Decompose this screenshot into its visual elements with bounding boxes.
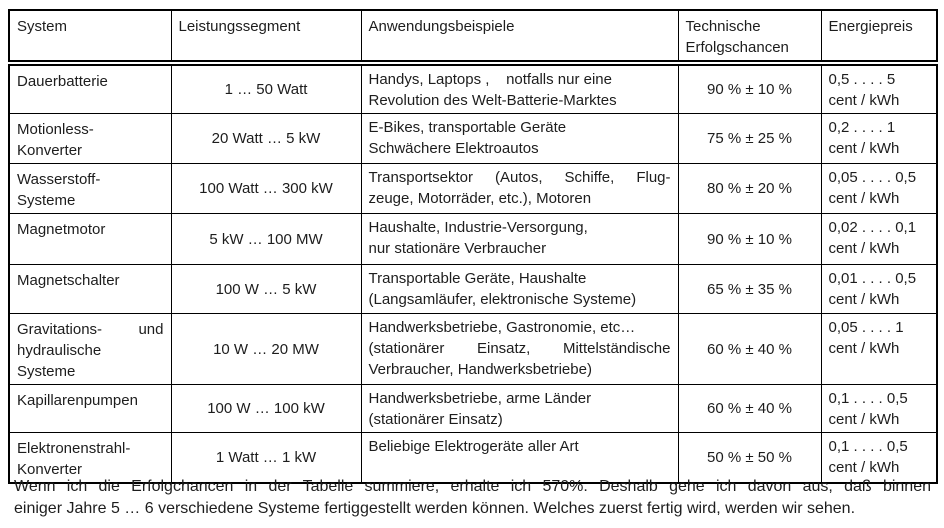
table-row	[9, 63, 937, 114]
summary-paragraph	[14, 476, 931, 520]
cell-line: zeuge, Motorräder, etc.), Motoren	[368, 190, 592, 207]
table-row	[9, 314, 937, 385]
cell-line: cent / kWh	[828, 411, 900, 428]
cell-line: 0,2 . . . . 1	[828, 119, 896, 136]
cell-price	[821, 114, 937, 164]
cell-chance: 60 % ± 40 %	[678, 314, 821, 385]
cell-line: cent / kWh	[828, 291, 900, 308]
cell-line: nur stationäre Verbraucher	[368, 240, 547, 257]
cell-line: Konverter	[17, 461, 83, 478]
cell-price	[821, 63, 937, 114]
cell-segment: 10 W … 20 MW	[171, 314, 361, 385]
cell-system	[9, 164, 171, 214]
header-chance: Technische Erfolgschancen	[678, 10, 821, 63]
cell-system	[9, 63, 171, 114]
table-row	[9, 164, 937, 214]
cell-line: Revolution des Welt-Batterie-Marktes	[368, 92, 617, 109]
header-row	[9, 10, 937, 63]
cell-line: cent / kWh	[828, 340, 900, 357]
cell-chance: 65 % ± 35 %	[678, 265, 821, 314]
cell-price	[821, 314, 937, 385]
cell-system	[9, 314, 171, 385]
cell-segment: 20 Watt … 5 kW	[171, 114, 361, 164]
cell-line: 0,02 . . . . 0,1	[828, 219, 917, 236]
cell-price	[821, 214, 937, 265]
summary-line: Wenn ich die Erfolgchancen in der Tabelle summiere, erhalte ich 570%. Deshalb gehe ich davon aus, daß binnen	[14, 478, 931, 495]
cell-segment: 1 Watt … 1 kW	[171, 433, 361, 484]
cell-system	[9, 214, 171, 265]
cell-chance: 60 % ± 40 %	[678, 385, 821, 433]
cell-line: 0,1 . . . . 0,5	[828, 438, 908, 455]
table-row	[9, 385, 937, 433]
cell-price	[821, 265, 937, 314]
cell-line: (Langsamläufer, elektronische Systeme)	[368, 291, 637, 308]
header-price: Energiepreis	[821, 10, 937, 63]
cell-line: cent / kWh	[828, 190, 900, 207]
table-row	[9, 214, 937, 265]
cell-line: Handys, Laptops , notfalls nur eine	[368, 71, 612, 88]
cell-line: Konverter	[17, 142, 83, 159]
cell-line: Elektronenstrahl-	[17, 440, 131, 457]
cell-line: 0,05 . . . . 1	[828, 319, 904, 336]
cell-system	[9, 385, 171, 433]
cell-line: Transportsektor (Autos, Schiffe, Flug-	[368, 169, 671, 186]
cell-line: Gravitations- und	[17, 321, 164, 338]
cell-line: hydraulische	[17, 342, 102, 359]
cell-examples	[361, 265, 678, 314]
energy-systems-table	[8, 9, 938, 484]
cell-price	[821, 164, 937, 214]
cell-examples	[361, 63, 678, 114]
cell-examples	[361, 314, 678, 385]
cell-line: Handwerksbetriebe, arme Länder	[368, 390, 592, 407]
table-row	[9, 114, 937, 164]
cell-chance: 50 % ± 50 %	[678, 433, 821, 484]
cell-line: Motionless-	[17, 121, 94, 138]
table-row	[9, 265, 937, 314]
cell-examples	[361, 214, 678, 265]
cell-line: Dauerbatterie	[17, 73, 108, 90]
cell-segment: 100 W … 5 kW	[171, 265, 361, 314]
cell-line: 0,01 . . . . 0,5	[828, 270, 917, 287]
cell-chance: 90 % ± 10 %	[678, 214, 821, 265]
cell-segment: 100 Watt … 300 kW	[171, 164, 361, 214]
cell-line: Magnetmotor	[17, 221, 106, 238]
cell-line: Handwerksbetriebe, Gastronomie, etc…	[368, 319, 636, 336]
cell-line: cent / kWh	[828, 140, 900, 157]
cell-line: Verbraucher, Handwerksbetriebe)	[368, 361, 592, 378]
cell-line: cent / kWh	[828, 459, 900, 476]
cell-line: Haushalte, Industrie-Versorgung,	[368, 219, 588, 236]
cell-line: 0,1 . . . . 0,5	[828, 390, 908, 407]
cell-line: Schwächere Elektroautos	[368, 140, 539, 157]
cell-chance: 75 % ± 25 %	[678, 114, 821, 164]
cell-segment: 100 W … 100 kW	[171, 385, 361, 433]
cell-chance: 80 % ± 20 %	[678, 164, 821, 214]
cell-segment: 1 … 50 Watt	[171, 63, 361, 114]
cell-line: (stationärer Einsatz)	[368, 411, 503, 428]
header-examples: Anwendungsbeispiele	[361, 10, 678, 63]
cell-system	[9, 114, 171, 164]
cell-segment: 5 kW … 100 MW	[171, 214, 361, 265]
cell-line: Transportable Geräte, Haushalte	[368, 270, 587, 287]
cell-line: (stationärer Einsatz, Mittelständische	[368, 340, 671, 357]
header-system: System	[9, 10, 171, 63]
cell-system	[9, 265, 171, 314]
cell-price	[821, 385, 937, 433]
cell-line: Systeme	[17, 363, 76, 380]
cell-line: cent / kWh	[828, 92, 900, 109]
cell-line: Systeme	[17, 192, 76, 209]
cell-chance: 90 % ± 10 %	[678, 63, 821, 114]
cell-line: Wasserstoff-	[17, 171, 101, 188]
cell-line: Magnetschalter	[17, 272, 120, 289]
cell-line: 0,5 . . . . 5	[828, 71, 896, 88]
cell-line: cent / kWh	[828, 240, 900, 257]
cell-line: Kapillarenpumpen	[17, 392, 138, 409]
cell-examples	[361, 164, 678, 214]
cell-examples	[361, 385, 678, 433]
cell-line: 0,05 . . . . 0,5	[828, 169, 917, 186]
header-segment: Leistungssegment	[171, 10, 361, 63]
cell-examples	[361, 114, 678, 164]
cell-line: Beliebige Elektrogeräte aller Art	[368, 438, 579, 455]
summary-line: einiger Jahre 5 … 6 verschiedene Systeme fertiggestellt werden können. Welches zuerst fertig wird, werden wir sehen.	[14, 500, 856, 517]
cell-line: E-Bikes, transportable Geräte	[368, 119, 567, 136]
